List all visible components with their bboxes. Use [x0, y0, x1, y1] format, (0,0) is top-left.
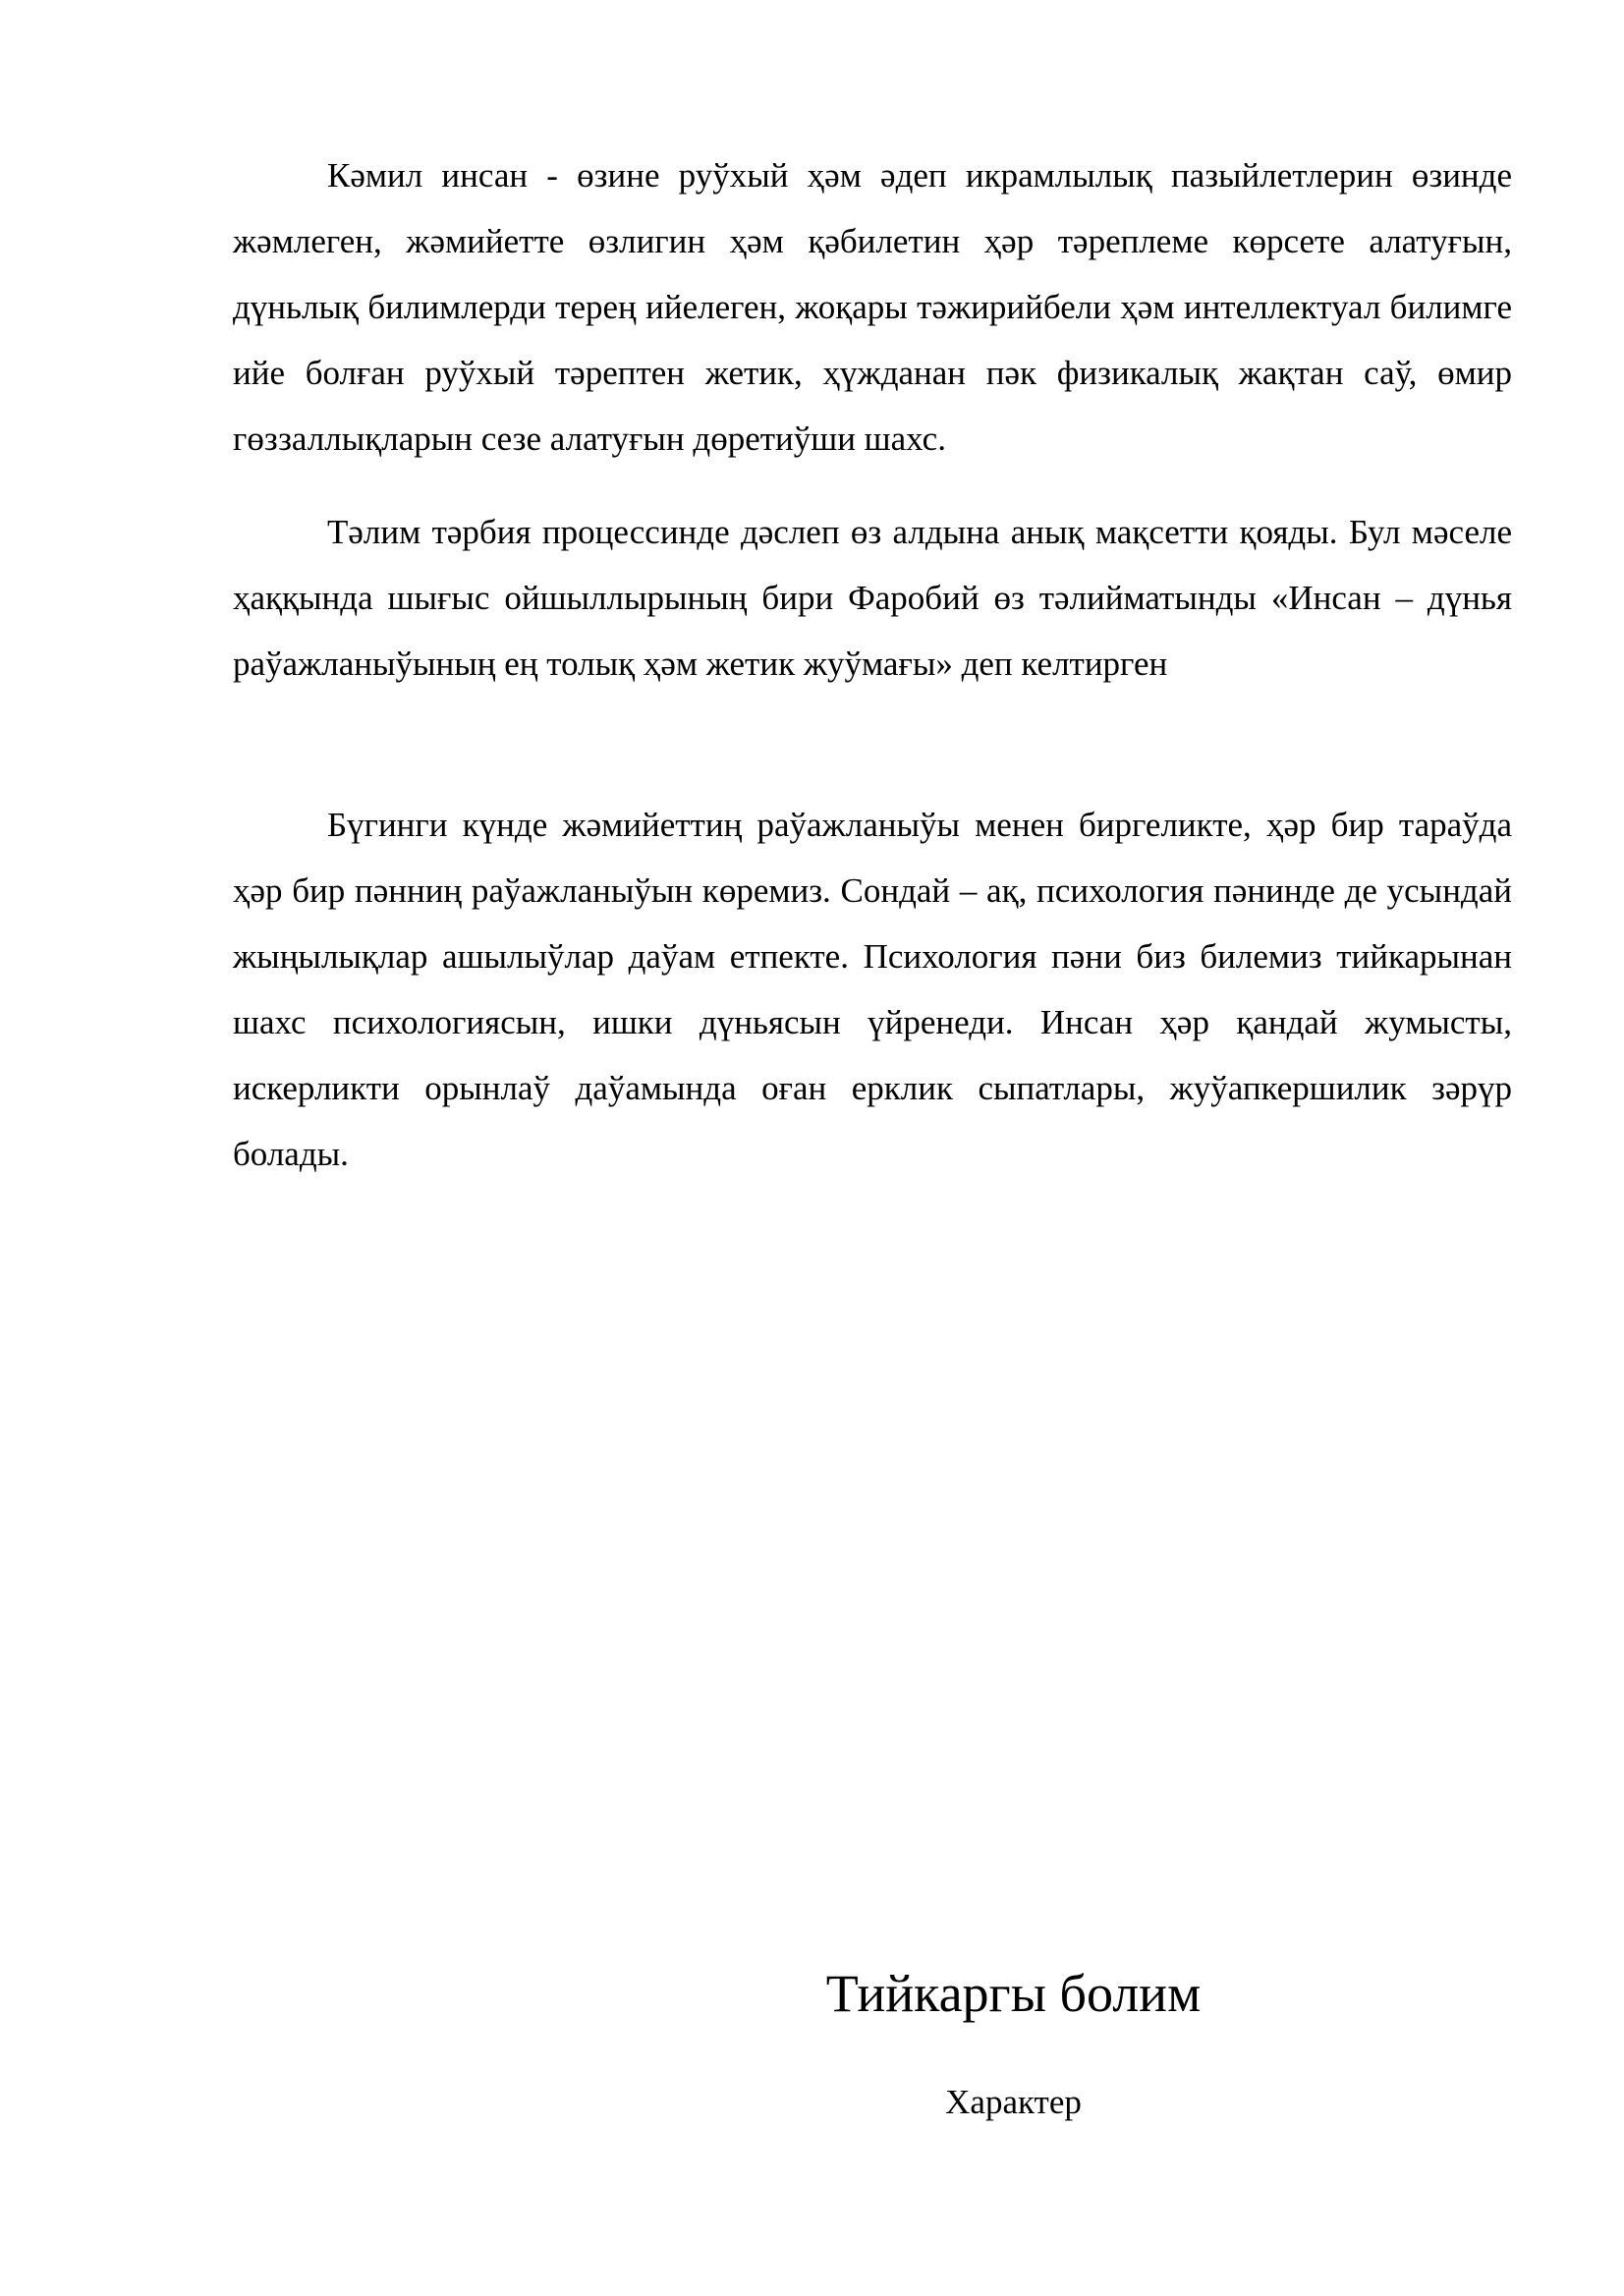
- section-subtitle: Характер: [945, 2083, 1082, 2121]
- body-paragraph-3: Бүгинги күнде жәмийеттиң раўажланыўы менен биргеликте, ҳәр бир тараўда ҳәр бир пәнниң раўажланыўын көремиз. Сондай – ақ, психология пәнинде де усындай жыңылықлар ашылыўлар даўам етпекте. Психология пәни биз билемиз тийкарынан шахс психологиясын, ишки дүньясын үйренеди. Инсан ҳәр қандай жумысты, искерликти орынлаў даўамында оған ерклик сыпатлары, жуўапкершилик зәрүр болады.: [233, 806, 1512, 1173]
- section-title: Тийкаргы болим: [825, 1964, 1202, 2023]
- body-paragraph-2: Тәлим тәрбия процессинде дәслеп өз алдына анық мақсетти қояды. Бул мәселе ҳаққында шығыс ойшыллырының бири Фаробий өз тәлийматынды «Инсан – дүнья раўажланыўының ең толық ҳәм жетик жуўмағы» деп келтирген: [233, 513, 1512, 683]
- body-paragraph-1: Кәмил инсан - өзине руўхый ҳәм әдеп икрамлылық пазыйлетлерин өзинде жәмлеген, жәмийетте өзлигин ҳәм қәбилетин ҳәр тәреплеме көрсете алатуғын, дүньлық билимлерди терең ийелеген, жоқары тәжирийбели ҳәм интеллектуал билимге ийе болған руўхый тәрептен жетик, ҳүжданан пәк физикалық жақтан саў, өмир гөззаллықларын сезе алатуғын дөретиўши шахс.: [233, 156, 1512, 458]
